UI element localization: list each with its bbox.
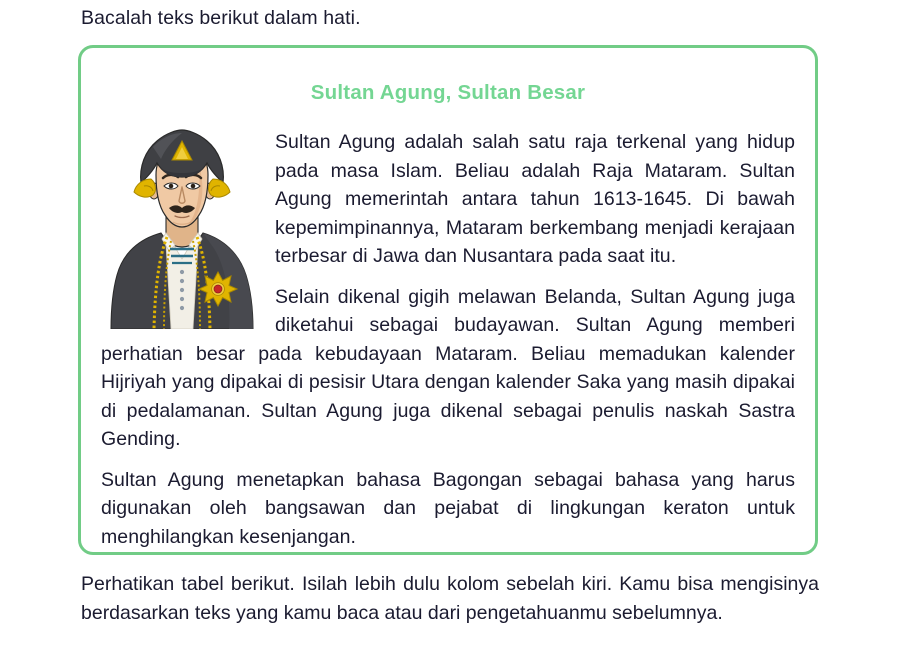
reading-box-title: Sultan Agung, Sultan Besar xyxy=(310,81,586,104)
eye-left xyxy=(164,183,178,189)
sumping-ornament-right xyxy=(209,179,230,197)
sumping-ornament-left xyxy=(134,179,155,197)
closing-instruction: Perhatikan tabel berikut. Isilah lebih dulu kolom sebelah kiri. Kamu bisa mengisinya berdasarkan teks yang kamu baca atau dari pengetahuanmu sebelumnya. xyxy=(81,573,819,624)
reading-paragraph-1: Sultan Agung adalah salah satu raja terkenal yang hidup pada masa Islam. Beliau adalah Raja Mataram. Sultan Agung memerintah antara tahun 1613-1645. Di bawah kepemimpinannya, Mataram berkembang menjadi kerajaan terbesar di Jawa dan Nusantara pada saat itu. xyxy=(275,131,795,267)
sultan-agung-portrait-illustration xyxy=(103,129,261,329)
portrait-svg xyxy=(103,129,261,329)
reading-box xyxy=(78,45,818,555)
intro-instruction: Bacalah teks berikut dalam hati. xyxy=(81,7,361,29)
reading-paragraph-3: Sultan Agung menetapkan bahasa Bagongan sebagai bahasa yang harus digunakan oleh bangsawan dan pejabat di lingkungan keraton untuk menghilangkan kesenjangan. xyxy=(101,468,795,548)
reading-paragraph-2: Selain dikenal gigih melawan Belanda, Sultan Agung juga diketahui sebagai budayawan. Sultan Agung memberi perhatian besar pada kebudayaan Mataram. Beliau memadukan kalender Hijriyah yang dipakai di pesisir Utara dengan kalender Saka yang masih dipakai di pedalamanan. Sultan Agung juga dikenal sebagai penulis naskah Sastra Gending. xyxy=(101,285,795,450)
eye-right xyxy=(186,183,200,189)
reading-body xyxy=(101,128,795,551)
